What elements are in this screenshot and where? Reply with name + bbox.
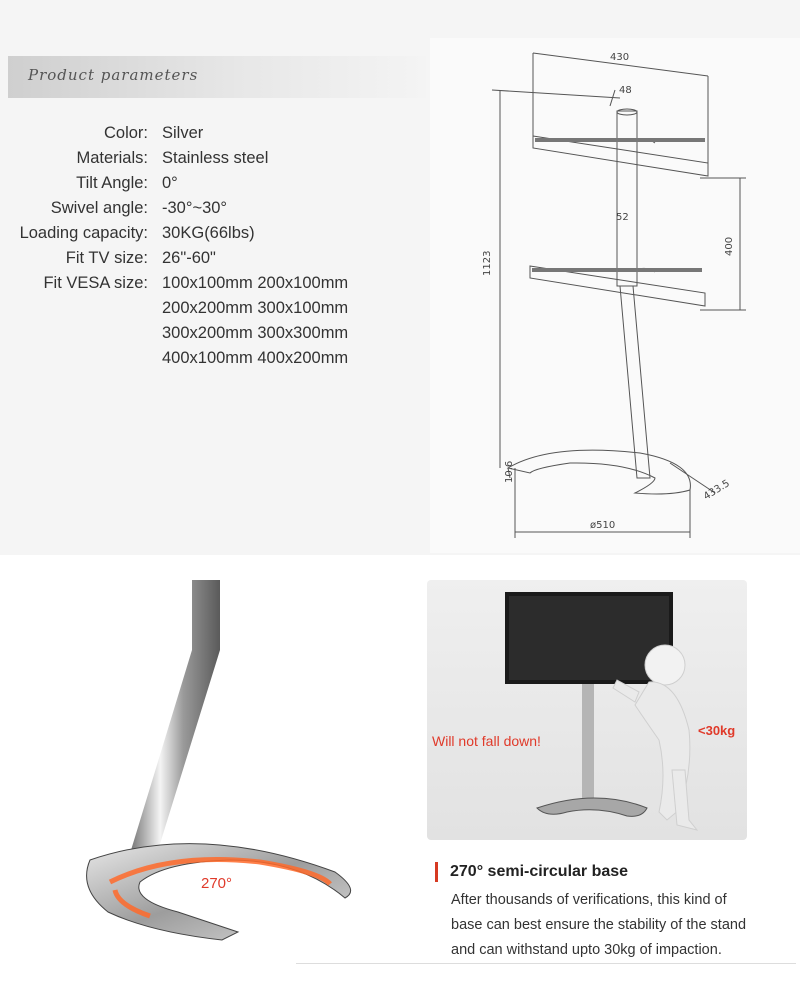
- dim-base-depth: 433.5: [701, 478, 732, 503]
- stability-scene-svg: [427, 580, 747, 840]
- dim-width: 430: [610, 52, 630, 63]
- param-row-loading: [0, 221, 430, 246]
- param-value: 30KG(66lbs): [162, 224, 255, 242]
- param-row-tv-size: [0, 246, 430, 271]
- param-value: -30°~30°: [162, 199, 228, 217]
- param-value: 200x200mm 300x100mm: [162, 299, 349, 317]
- param-label: Color:: [103, 124, 148, 142]
- param-row-vesa: [0, 271, 430, 296]
- param-value: 300x200mm 300x300mm: [162, 324, 349, 342]
- dim-base-width: ø510: [590, 520, 616, 531]
- param-label: Fit VESA size:: [43, 274, 148, 292]
- param-value: Silver: [162, 124, 204, 142]
- param-row-vesa-cont: [0, 321, 430, 346]
- param-label: Materials:: [76, 149, 148, 167]
- param-value: Stainless steel: [162, 149, 269, 167]
- param-row-materials: [0, 146, 430, 171]
- stability-scene: [427, 580, 747, 840]
- dim-gap: 400: [724, 236, 735, 256]
- stand-closeup-svg: [0, 560, 420, 1000]
- dimension-drawing: [430, 38, 800, 553]
- fall-note: Will not fall down!: [432, 733, 541, 749]
- param-value: 400x100mm 400x200mm: [162, 349, 349, 367]
- stand-closeup: [0, 560, 420, 1000]
- feature-line: base can best ensure the stability of the stand: [451, 917, 747, 933]
- param-row-swivel: [0, 196, 430, 221]
- divider: [296, 963, 796, 964]
- dim-pole: 48: [619, 85, 632, 96]
- param-row-vesa-cont: [0, 296, 430, 321]
- dim-base-height: 10.6: [504, 460, 515, 483]
- parameters-title: Product parameters: [28, 66, 199, 84]
- param-label: Tilt Angle:: [76, 174, 148, 192]
- param-label: Fit TV size:: [65, 249, 148, 267]
- feature-line: and can withstand upto 30kg of impaction.: [451, 942, 722, 958]
- parameters-header: [8, 56, 426, 98]
- param-row-color: [0, 121, 430, 146]
- dimension-drawing-svg: [430, 38, 800, 553]
- param-value: 100x100mm 200x100mm: [162, 274, 349, 292]
- feature-description: [435, 888, 797, 963]
- param-label: Loading capacity:: [19, 224, 148, 242]
- parameters-list: [0, 121, 430, 371]
- param-value: 26"-60": [162, 249, 216, 267]
- angle-label: 270°: [201, 875, 233, 892]
- param-value: 0°: [162, 174, 178, 192]
- feature-title: 270° semi-circular base: [435, 862, 797, 882]
- weight-note: <30kg: [698, 723, 736, 738]
- feature-block: [435, 862, 797, 963]
- dim-pole2: 52: [616, 212, 629, 223]
- param-row-tilt: [0, 171, 430, 196]
- dim-height: 1123: [482, 250, 493, 276]
- feature-line: After thousands of verifications, this kind of: [451, 892, 727, 908]
- param-label: Swivel angle:: [50, 199, 148, 217]
- param-row-vesa-cont: [0, 346, 430, 371]
